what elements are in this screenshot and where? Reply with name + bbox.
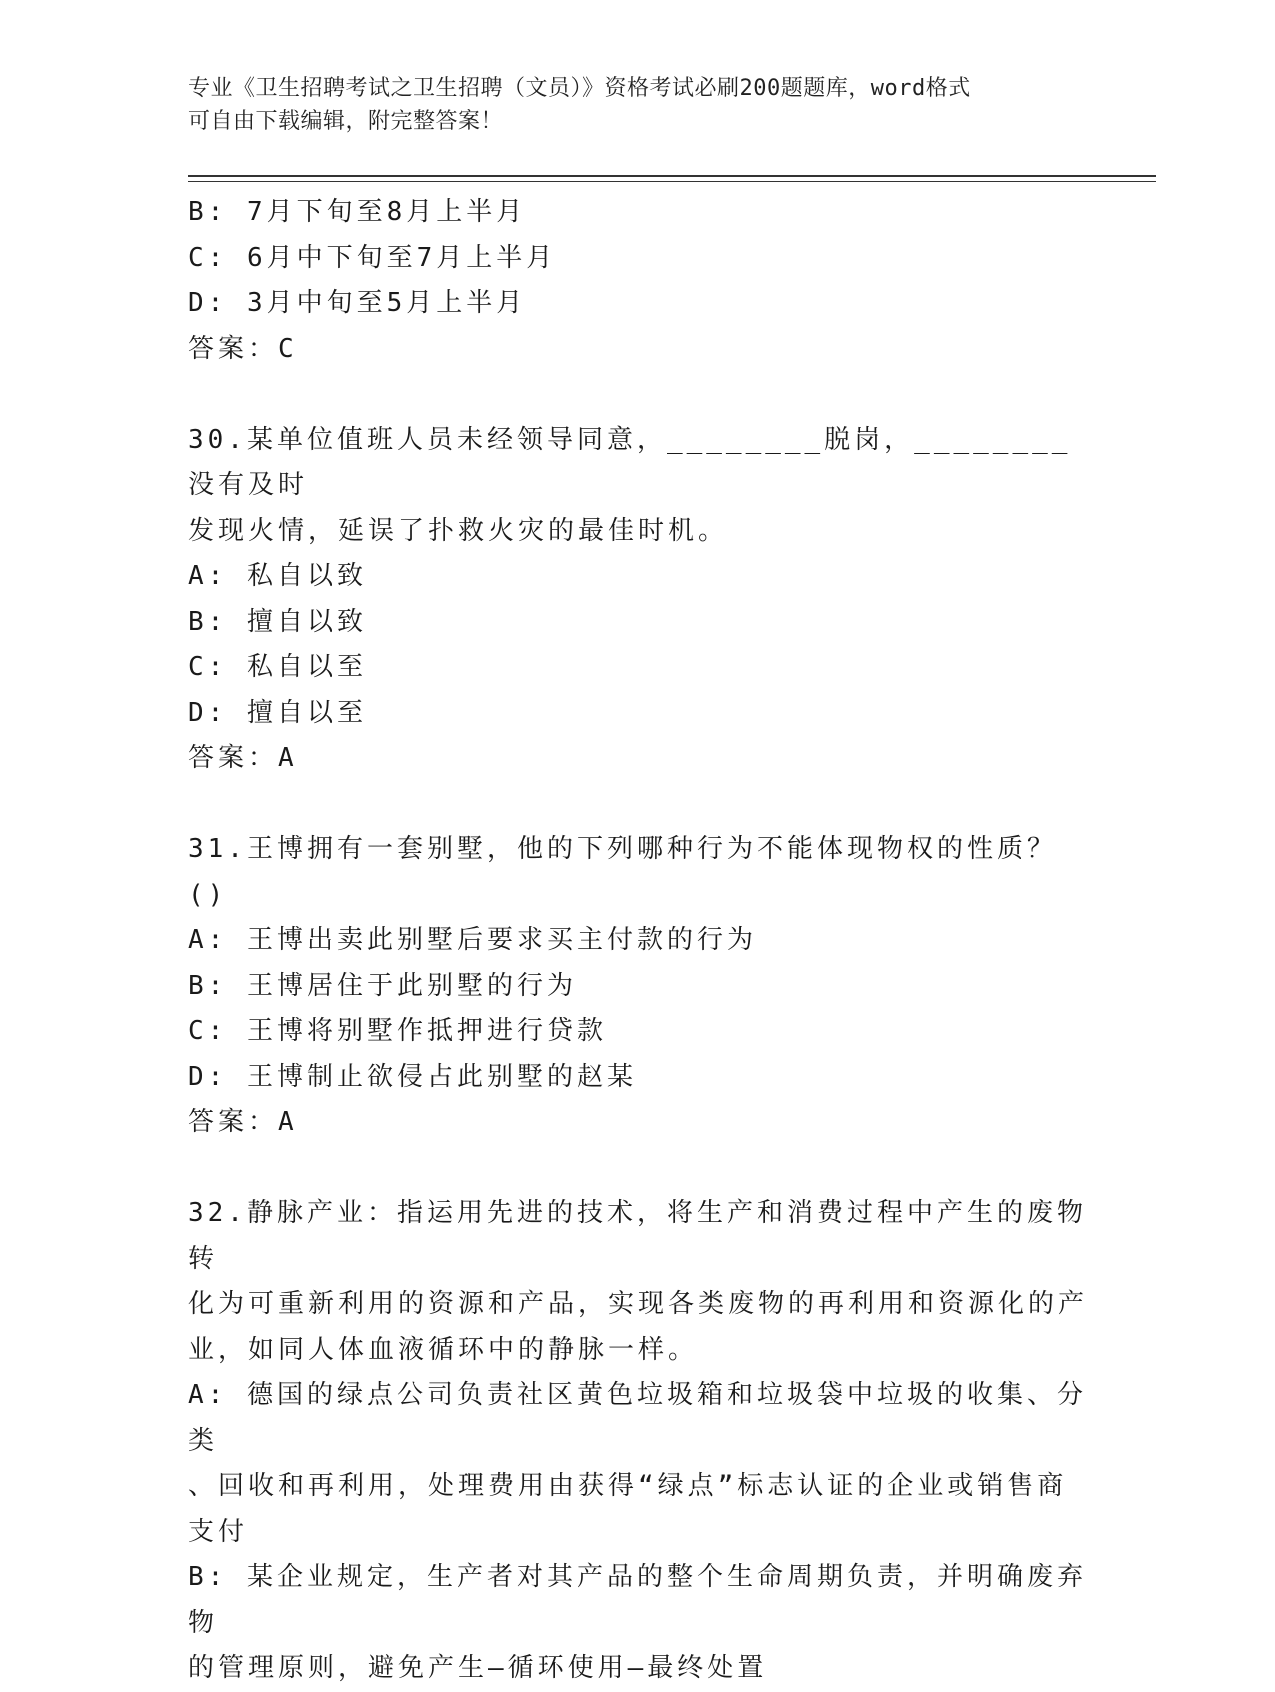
question-text-line-1: 31.王博拥有一套别墅，他的下列哪种行为不能体现物权的性质？() — [188, 834, 1057, 910]
question-30 — [188, 418, 1088, 782]
option-c: C: 王博将别墅作抵押进行贷款 — [188, 1016, 607, 1046]
answer: 答案：C — [188, 333, 298, 364]
question-32 — [188, 1191, 1088, 1692]
spacer — [188, 1146, 1088, 1192]
option-a-line-1: A: 德国的绿点公司负责社区黄色垃圾箱和垃圾袋中垃圾的收集、分类 — [188, 1380, 1087, 1456]
question-text-line-1: 32.静脉产业：指运用先进的技术，将生产和消费过程中产生的废物转 — [188, 1198, 1087, 1274]
header-divider-thin — [188, 181, 1156, 182]
header-line-2: 可自由下载编辑，附完整答案！ — [188, 109, 504, 134]
option-d: D: 3月中旬至5月上半月 — [188, 288, 527, 318]
header-line-1: 专业《卫生招聘考试之卫生招聘（文员）》资格考试必刷200题题库，word格式 — [188, 76, 971, 101]
option-b-line-1: B: 某企业规定，生产者对其产品的整个生命周期负责，并明确废弃物 — [188, 1562, 1087, 1638]
question-31 — [188, 827, 1088, 1146]
question-text-line-2: 化为可重新利用的资源和产品，实现各类废物的再利用和资源化的产 — [188, 1289, 1089, 1319]
option-d: D: 王博制止欲侵占此别墅的赵某 — [188, 1061, 637, 1092]
option-a-line-2: 、回收和再利用，处理费用由获得“绿点”标志认证的企业或销售商 — [188, 1471, 1068, 1501]
question-text-line-2: 发现火情，延误了扑救火灾的最佳时机。 — [188, 515, 729, 546]
option-b: B: 擅自以致 — [188, 606, 367, 637]
spacer — [188, 782, 1088, 828]
question-text-line-3: 业，如同人体血液循环中的静脉一样。 — [188, 1334, 699, 1365]
option-c: C: 私自以至 — [188, 652, 367, 682]
question-29-continued — [188, 190, 1088, 372]
spacer — [188, 372, 1088, 418]
option-b: B: 王博居住于此别墅的行为 — [188, 970, 577, 1001]
header-divider-thick — [188, 175, 1156, 177]
question-list — [188, 190, 1088, 1692]
option-a: A: 私自以致 — [188, 561, 367, 591]
answer: 答案：A — [188, 743, 298, 773]
option-a-line-3: 支付 — [188, 1516, 249, 1547]
option-a: A: 王博出卖此别墅后要求买主付款的行为 — [188, 925, 757, 955]
answer: 答案：A — [188, 1107, 298, 1137]
option-b-line-2: 的管理原则，避免产生—循环使用—最终处置 — [188, 1653, 768, 1683]
option-c: C: 6月中下旬至7月上半月 — [188, 242, 557, 273]
option-d: D: 擅自以至 — [188, 697, 367, 728]
document-header — [188, 72, 1068, 138]
question-text-line-1: 30.某单位值班人员未经领导同意，________脱岗，________没有及时 — [188, 424, 1072, 500]
option-b: B: 7月下旬至8月上半月 — [188, 197, 527, 227]
